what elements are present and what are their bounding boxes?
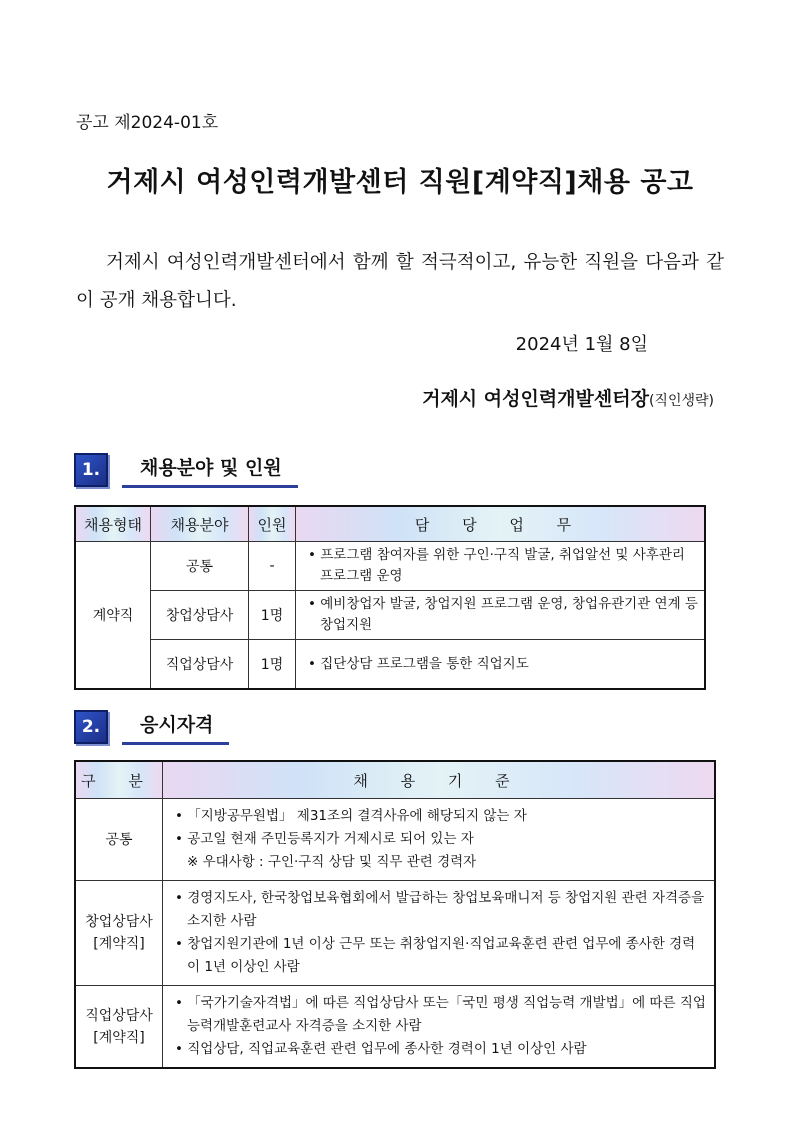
category-label: 공통 [105, 831, 133, 848]
table-row [75, 799, 715, 881]
category-sub-label: [계약직] [93, 936, 145, 952]
column-header: 채용분야 [151, 506, 249, 542]
column-header: 채 용 기 준 [163, 761, 716, 799]
table-row [75, 986, 715, 1069]
category-cell [75, 799, 163, 881]
table-header-row [75, 761, 715, 799]
section-number-badge: 1. [74, 453, 108, 487]
criteria-cell [163, 799, 716, 881]
criteria-text: 공고일 현재 주민등록지가 거제시로 되어 있는 자 [187, 831, 474, 847]
list-item: • 직업상담, 직업교육훈련 관련 업무에 종사한 경력이 1년 이상인 사람 [175, 1041, 587, 1057]
notice-number: 공고 제2024-01호 [76, 113, 219, 133]
employment-type-cell: 계약직 [75, 542, 151, 690]
category-cell [75, 986, 163, 1069]
list-item: • 집단상담 프로그램을 통한 직업지도 [308, 655, 529, 672]
count-cell: - [249, 542, 296, 591]
table-row [75, 591, 705, 640]
issuer [422, 384, 714, 411]
issuer-note: (직인생략) [648, 393, 714, 409]
category-sub-label: [계약직] [93, 1029, 145, 1046]
duty-text: 프로그램 참여자를 위한 구인·구직 발굴, 취업알선 및 사후관리 프로그램 운영 [320, 547, 685, 584]
list-item: • 공고일 현재 주민등록지가 거제시로 되어 있는 자 [175, 831, 474, 847]
column-header: 담 당 업 무 [296, 506, 706, 542]
field-cell: 창업상담사 [151, 591, 249, 640]
section-title: 채용분야 및 인원 [122, 453, 298, 488]
issuer-name: 거제시 여성인력개발센터장 [422, 388, 649, 410]
notice-date: 2024년 1월 8일 [515, 334, 648, 355]
duty-text: 예비창업자 발굴, 창업지원 프로그램 운영, 창업유관기관 연계 등 창업지원 [320, 596, 698, 633]
duties-cell [296, 640, 706, 690]
qualification-table [74, 760, 716, 1069]
duty-text: 집단상담 프로그램을 통한 직업지도 [320, 655, 529, 672]
count-cell: 1명 [249, 591, 296, 640]
criteria-cell [163, 986, 716, 1069]
list-item: • 프로그램 참여자를 위한 구인·구직 발굴, 취업알선 및 사후관리 프로그램 운영 [308, 547, 685, 584]
duties-cell [296, 591, 706, 640]
column-header: 채용형태 [75, 506, 151, 542]
count-cell: 1명 [249, 640, 296, 690]
criteria-text: 「국가기술자격법」에 따른 직업상담사 또는「국민 평생 직업능력 개발법」에 따른 직업능력개발훈련교사 자격증을 소지한 사람 [187, 995, 706, 1034]
criteria-cell [163, 881, 716, 986]
duties-cell [296, 542, 706, 591]
table-header-row [75, 506, 705, 542]
category-label: 직업상담사 [85, 1007, 153, 1024]
table-row [75, 881, 715, 986]
section-title: 응시자격 [122, 710, 229, 745]
list-item: • 「국가기술자격법」에 따른 직업상담사 또는「국민 평생 직업능력 개발법」에 따른 직업능력개발훈련교사 자격증을 소지한 사람 [175, 995, 706, 1034]
list-item: • 「지방공무원법」 제31조의 결격사유에 해당되지 않는 자 [175, 808, 527, 824]
category-cell [75, 881, 163, 986]
list-item: • 예비창업자 발굴, 창업지원 프로그램 운영, 창업유관기관 연계 등 창업지원 [308, 596, 698, 633]
field-cell: 공통 [151, 542, 249, 591]
criteria-text: 「지방공무원법」 제31조의 결격사유에 해당되지 않는 자 [187, 808, 527, 824]
table-row [75, 542, 705, 591]
intro-paragraph: 거제시 여성인력개발센터에서 함께 할 적극적이고, 유능한 직원을 다음과 같이 공개 채용합니다. [76, 252, 724, 311]
recruitment-table [74, 505, 706, 690]
list-item: • 창업지원기관에 1년 이상 근무 또는 취창업지원·직업교육훈련 관련 업무에 종사한 경력이 1년 이상인 사람 [175, 936, 696, 975]
column-header: 구 분 [75, 761, 163, 799]
category-label: 창업상담사 [85, 914, 153, 930]
field-cell: 직업상담사 [151, 640, 249, 690]
preference-note: ※ 우대사항 : 구인·구직 상담 및 직무 관련 경력자 [187, 854, 477, 870]
section-number-badge: 2. [74, 710, 108, 744]
table-row [75, 640, 705, 690]
criteria-text: 직업상담, 직업교육훈련 관련 업무에 종사한 경력이 1년 이상인 사람 [187, 1041, 587, 1057]
criteria-text: 창업지원기관에 1년 이상 근무 또는 취창업지원·직업교육훈련 관련 업무에 종사한 경력이 1년 이상인 사람 [187, 936, 696, 975]
list-item: • 경영지도사, 한국창업보육협회에서 발급하는 창업보육매니저 등 창업지원 관련 자격증을 소지한 사람 [175, 890, 705, 929]
criteria-text: 경영지도사, 한국창업보육협회에서 발급하는 창업보육매니저 등 창업지원 관련 자격증을 소지한 사람 [187, 890, 705, 929]
column-header: 인원 [249, 506, 296, 542]
page-title: 거제시 여성인력개발센터 직원[계약직]채용 공고 [106, 167, 694, 198]
